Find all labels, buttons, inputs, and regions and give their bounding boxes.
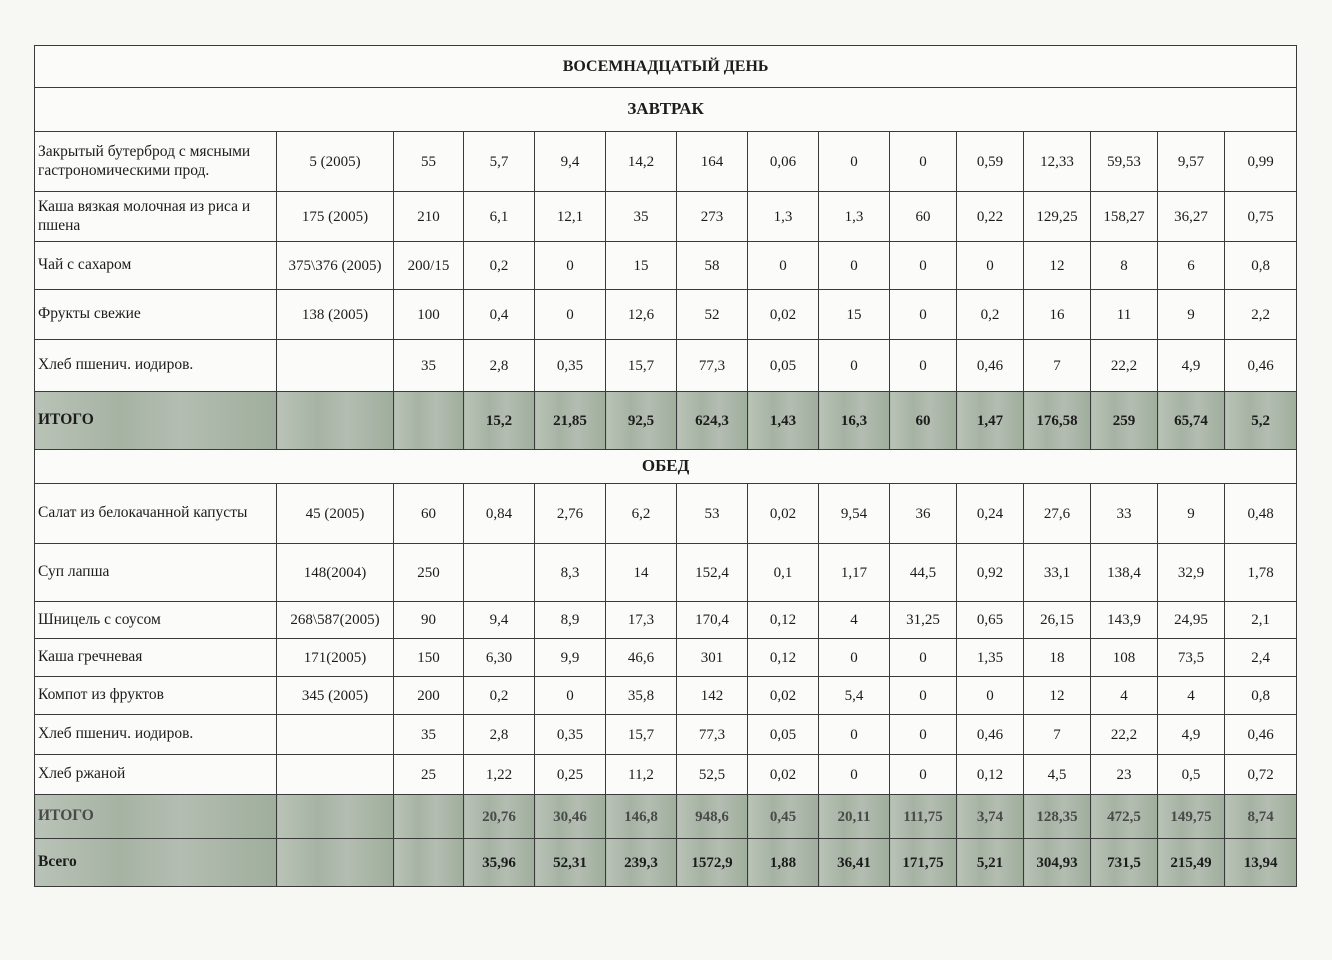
value-cell: 0,25 (535, 755, 606, 795)
grand-total-row (35, 839, 1297, 887)
value-cell: 12,6 (606, 290, 677, 340)
value-cell: 16 (1024, 290, 1091, 340)
value-cell: 129,25 (1024, 192, 1091, 242)
value-cell: 0,8 (1225, 242, 1297, 290)
value-cell: 92,5 (606, 392, 677, 450)
value-cell: 3,74 (957, 795, 1024, 839)
value-cell: 22,2 (1091, 715, 1158, 755)
dish-name-cell: Всего (35, 839, 277, 887)
value-cell: 152,4 (677, 544, 748, 602)
value-cell: 0,75 (1225, 192, 1297, 242)
value-cell: 20,11 (819, 795, 890, 839)
recipe-ref-cell (277, 392, 394, 450)
value-cell: 0,2 (464, 242, 535, 290)
value-cell: 30,46 (535, 795, 606, 839)
value-cell: 60 (890, 192, 957, 242)
value-cell: 0,06 (748, 132, 819, 192)
day-title-row (35, 46, 1297, 88)
value-cell: 1,3 (748, 192, 819, 242)
recipe-ref-cell (277, 795, 394, 839)
recipe-ref-cell: 345 (2005) (277, 677, 394, 715)
value-cell: 2,2 (1225, 290, 1297, 340)
value-cell: 77,3 (677, 715, 748, 755)
value-cell: 36 (890, 484, 957, 544)
dish-name-cell: Хлеб пшенич. иодиров. (35, 340, 277, 392)
value-cell: 9,57 (1158, 132, 1225, 192)
value-cell: 9,4 (535, 132, 606, 192)
table-row (35, 192, 1297, 242)
value-cell: 0 (890, 340, 957, 392)
section-title: ОБЕД (35, 450, 1297, 484)
value-cell: 77,3 (677, 340, 748, 392)
value-cell: 4 (1091, 677, 1158, 715)
dish-name-cell: Салат из белокачанной капусты (35, 484, 277, 544)
value-cell: 15,7 (606, 715, 677, 755)
dish-name-cell: Каша гречневая (35, 639, 277, 677)
recipe-ref-cell (277, 755, 394, 795)
recipe-ref-cell (277, 715, 394, 755)
portion-cell: 35 (394, 715, 464, 755)
value-cell: 2,8 (464, 715, 535, 755)
value-cell: 52,31 (535, 839, 606, 887)
recipe-ref-cell: 138 (2005) (277, 290, 394, 340)
value-cell: 215,49 (1158, 839, 1225, 887)
value-cell: 2,76 (535, 484, 606, 544)
value-cell: 0,24 (957, 484, 1024, 544)
value-cell: 158,27 (1091, 192, 1158, 242)
value-cell: 32,9 (1158, 544, 1225, 602)
portion-cell: 60 (394, 484, 464, 544)
value-cell: 0,05 (748, 340, 819, 392)
value-cell: 73,5 (1158, 639, 1225, 677)
value-cell: 138,4 (1091, 544, 1158, 602)
value-cell: 0,35 (535, 340, 606, 392)
value-cell: 0,46 (1225, 340, 1297, 392)
value-cell: 5,7 (464, 132, 535, 192)
table-row (35, 484, 1297, 544)
total-row (35, 795, 1297, 839)
recipe-ref-cell: 45 (2005) (277, 484, 394, 544)
portion-cell: 100 (394, 290, 464, 340)
value-cell: 8,3 (535, 544, 606, 602)
portion-cell: 25 (394, 755, 464, 795)
value-cell: 0,46 (1225, 715, 1297, 755)
value-cell: 1,88 (748, 839, 819, 887)
value-cell: 171,75 (890, 839, 957, 887)
portion-cell: 35 (394, 340, 464, 392)
value-cell: 0 (957, 677, 1024, 715)
value-cell: 35,96 (464, 839, 535, 887)
dish-name-cell: Суп лапша (35, 544, 277, 602)
value-cell: 1,78 (1225, 544, 1297, 602)
value-cell: 0 (535, 677, 606, 715)
value-cell: 59,53 (1091, 132, 1158, 192)
value-cell (464, 544, 535, 602)
value-cell: 273 (677, 192, 748, 242)
value-cell: 5,2 (1225, 392, 1297, 450)
value-cell: 9,4 (464, 602, 535, 639)
value-cell: 0 (890, 677, 957, 715)
value-cell: 624,3 (677, 392, 748, 450)
portion-cell: 250 (394, 544, 464, 602)
value-cell: 9 (1158, 290, 1225, 340)
portion-cell (394, 392, 464, 450)
value-cell: 1,35 (957, 639, 1024, 677)
table-row (35, 544, 1297, 602)
table-row (35, 677, 1297, 715)
value-cell: 0 (890, 639, 957, 677)
value-cell: 15 (819, 290, 890, 340)
portion-cell: 150 (394, 639, 464, 677)
table-row (35, 755, 1297, 795)
value-cell: 7 (1024, 715, 1091, 755)
value-cell: 170,4 (677, 602, 748, 639)
table-row (35, 242, 1297, 290)
value-cell: 0,46 (957, 715, 1024, 755)
value-cell: 0,12 (748, 602, 819, 639)
value-cell: 36,27 (1158, 192, 1225, 242)
dish-name-cell: Хлеб пшенич. иодиров. (35, 715, 277, 755)
portion-cell (394, 795, 464, 839)
value-cell: 0 (535, 290, 606, 340)
recipe-ref-cell: 148(2004) (277, 544, 394, 602)
dish-name-cell: ИТОГО (35, 795, 277, 839)
value-cell: 52,5 (677, 755, 748, 795)
value-cell: 146,8 (606, 795, 677, 839)
value-cell: 4 (819, 602, 890, 639)
dish-name-cell: Компот из фруктов (35, 677, 277, 715)
value-cell: 0 (819, 242, 890, 290)
day-title: ВОСЕМНАДЦАТЫЙ ДЕНЬ (35, 46, 1297, 88)
value-cell: 33 (1091, 484, 1158, 544)
recipe-ref-cell (277, 340, 394, 392)
portion-cell: 55 (394, 132, 464, 192)
value-cell: 0,22 (957, 192, 1024, 242)
total-row (35, 392, 1297, 450)
value-cell: 0 (890, 715, 957, 755)
value-cell: 0,02 (748, 755, 819, 795)
value-cell: 0,5 (1158, 755, 1225, 795)
value-cell: 1,47 (957, 392, 1024, 450)
value-cell: 0 (819, 715, 890, 755)
value-cell: 12 (1024, 677, 1091, 715)
value-cell: 1572,9 (677, 839, 748, 887)
portion-cell: 200 (394, 677, 464, 715)
value-cell: 14 (606, 544, 677, 602)
value-cell: 0,2 (464, 677, 535, 715)
value-cell: 0,12 (957, 755, 1024, 795)
value-cell: 15,7 (606, 340, 677, 392)
value-cell: 7 (1024, 340, 1091, 392)
value-cell: 0,1 (748, 544, 819, 602)
value-cell: 1,22 (464, 755, 535, 795)
value-cell: 149,75 (1158, 795, 1225, 839)
value-cell: 0,02 (748, 677, 819, 715)
table-row (35, 715, 1297, 755)
value-cell: 0 (890, 242, 957, 290)
value-cell: 472,5 (1091, 795, 1158, 839)
value-cell: 0,02 (748, 290, 819, 340)
value-cell: 1,17 (819, 544, 890, 602)
value-cell: 0,02 (748, 484, 819, 544)
value-cell: 0,59 (957, 132, 1024, 192)
value-cell: 142 (677, 677, 748, 715)
value-cell: 46,6 (606, 639, 677, 677)
value-cell: 164 (677, 132, 748, 192)
recipe-ref-cell: 375\376 (2005) (277, 242, 394, 290)
value-cell: 4,5 (1024, 755, 1091, 795)
recipe-ref-cell: 171(2005) (277, 639, 394, 677)
value-cell: 948,6 (677, 795, 748, 839)
value-cell: 5,4 (819, 677, 890, 715)
value-cell: 11,2 (606, 755, 677, 795)
portion-cell: 90 (394, 602, 464, 639)
value-cell: 35 (606, 192, 677, 242)
value-cell: 108 (1091, 639, 1158, 677)
value-cell: 22,2 (1091, 340, 1158, 392)
value-cell: 111,75 (890, 795, 957, 839)
table-row (35, 290, 1297, 340)
value-cell: 0,2 (957, 290, 1024, 340)
value-cell: 21,85 (535, 392, 606, 450)
recipe-ref-cell (277, 839, 394, 887)
value-cell: 31,25 (890, 602, 957, 639)
value-cell: 53 (677, 484, 748, 544)
value-cell: 6,1 (464, 192, 535, 242)
value-cell: 0 (890, 132, 957, 192)
value-cell: 8 (1091, 242, 1158, 290)
value-cell: 12,33 (1024, 132, 1091, 192)
dish-name-cell: Каша вязкая молочная из риса и пшена (35, 192, 277, 242)
recipe-ref-cell: 175 (2005) (277, 192, 394, 242)
section-row (35, 450, 1297, 484)
value-cell: 0,99 (1225, 132, 1297, 192)
value-cell: 0 (535, 242, 606, 290)
value-cell: 4,9 (1158, 715, 1225, 755)
value-cell: 24,95 (1158, 602, 1225, 639)
value-cell: 12 (1024, 242, 1091, 290)
value-cell: 36,41 (819, 839, 890, 887)
dish-name-cell: Хлеб ржаной (35, 755, 277, 795)
value-cell: 304,93 (1024, 839, 1091, 887)
recipe-ref-cell: 268\587(2005) (277, 602, 394, 639)
value-cell: 18 (1024, 639, 1091, 677)
dish-name-cell: Чай с сахаром (35, 242, 277, 290)
value-cell: 13,94 (1225, 839, 1297, 887)
value-cell: 0 (819, 340, 890, 392)
value-cell: 0,84 (464, 484, 535, 544)
value-cell: 60 (890, 392, 957, 450)
value-cell: 0 (819, 639, 890, 677)
value-cell: 731,5 (1091, 839, 1158, 887)
value-cell: 6,30 (464, 639, 535, 677)
value-cell: 0,48 (1225, 484, 1297, 544)
table-row (35, 340, 1297, 392)
value-cell: 52 (677, 290, 748, 340)
menu-table (34, 45, 1297, 887)
value-cell: 27,6 (1024, 484, 1091, 544)
value-cell: 26,15 (1024, 602, 1091, 639)
value-cell: 143,9 (1091, 602, 1158, 639)
value-cell: 0,4 (464, 290, 535, 340)
portion-cell: 200/15 (394, 242, 464, 290)
value-cell: 0,46 (957, 340, 1024, 392)
value-cell: 33,1 (1024, 544, 1091, 602)
table-row (35, 132, 1297, 192)
value-cell: 301 (677, 639, 748, 677)
value-cell: 15,2 (464, 392, 535, 450)
value-cell: 17,3 (606, 602, 677, 639)
value-cell: 0,45 (748, 795, 819, 839)
value-cell: 0 (819, 132, 890, 192)
value-cell: 16,3 (819, 392, 890, 450)
value-cell: 259 (1091, 392, 1158, 450)
value-cell: 128,35 (1024, 795, 1091, 839)
value-cell: 2,1 (1225, 602, 1297, 639)
portion-cell: 210 (394, 192, 464, 242)
value-cell: 0 (748, 242, 819, 290)
value-cell: 8,74 (1225, 795, 1297, 839)
dish-name-cell: Закрытый бутерброд с мясными гастрономическими прод. (35, 132, 277, 192)
value-cell: 0,92 (957, 544, 1024, 602)
value-cell: 1,3 (819, 192, 890, 242)
section-title: ЗАВТРАК (35, 88, 1297, 132)
recipe-ref-cell: 5 (2005) (277, 132, 394, 192)
value-cell: 8,9 (535, 602, 606, 639)
value-cell: 65,74 (1158, 392, 1225, 450)
value-cell: 0 (957, 242, 1024, 290)
table-row (35, 602, 1297, 639)
value-cell: 14,2 (606, 132, 677, 192)
value-cell: 2,8 (464, 340, 535, 392)
value-cell: 9 (1158, 484, 1225, 544)
value-cell: 0,05 (748, 715, 819, 755)
value-cell: 0,72 (1225, 755, 1297, 795)
section-row (35, 88, 1297, 132)
value-cell: 0,35 (535, 715, 606, 755)
value-cell: 4 (1158, 677, 1225, 715)
value-cell: 176,58 (1024, 392, 1091, 450)
value-cell: 15 (606, 242, 677, 290)
value-cell: 58 (677, 242, 748, 290)
dish-name-cell: Шницель с соусом (35, 602, 277, 639)
value-cell: 6,2 (606, 484, 677, 544)
value-cell: 11 (1091, 290, 1158, 340)
value-cell: 0 (890, 290, 957, 340)
value-cell: 0,8 (1225, 677, 1297, 715)
value-cell: 35,8 (606, 677, 677, 715)
value-cell: 23 (1091, 755, 1158, 795)
value-cell: 2,4 (1225, 639, 1297, 677)
value-cell: 4,9 (1158, 340, 1225, 392)
value-cell: 0 (890, 755, 957, 795)
table-row (35, 639, 1297, 677)
value-cell: 0,65 (957, 602, 1024, 639)
value-cell: 239,3 (606, 839, 677, 887)
value-cell: 20,76 (464, 795, 535, 839)
portion-cell (394, 839, 464, 887)
value-cell: 1,43 (748, 392, 819, 450)
value-cell: 5,21 (957, 839, 1024, 887)
dish-name-cell: ИТОГО (35, 392, 277, 450)
value-cell: 6 (1158, 242, 1225, 290)
value-cell: 0,12 (748, 639, 819, 677)
value-cell: 9,9 (535, 639, 606, 677)
value-cell: 44,5 (890, 544, 957, 602)
value-cell: 12,1 (535, 192, 606, 242)
dish-name-cell: Фрукты свежие (35, 290, 277, 340)
value-cell: 0 (819, 755, 890, 795)
value-cell: 9,54 (819, 484, 890, 544)
